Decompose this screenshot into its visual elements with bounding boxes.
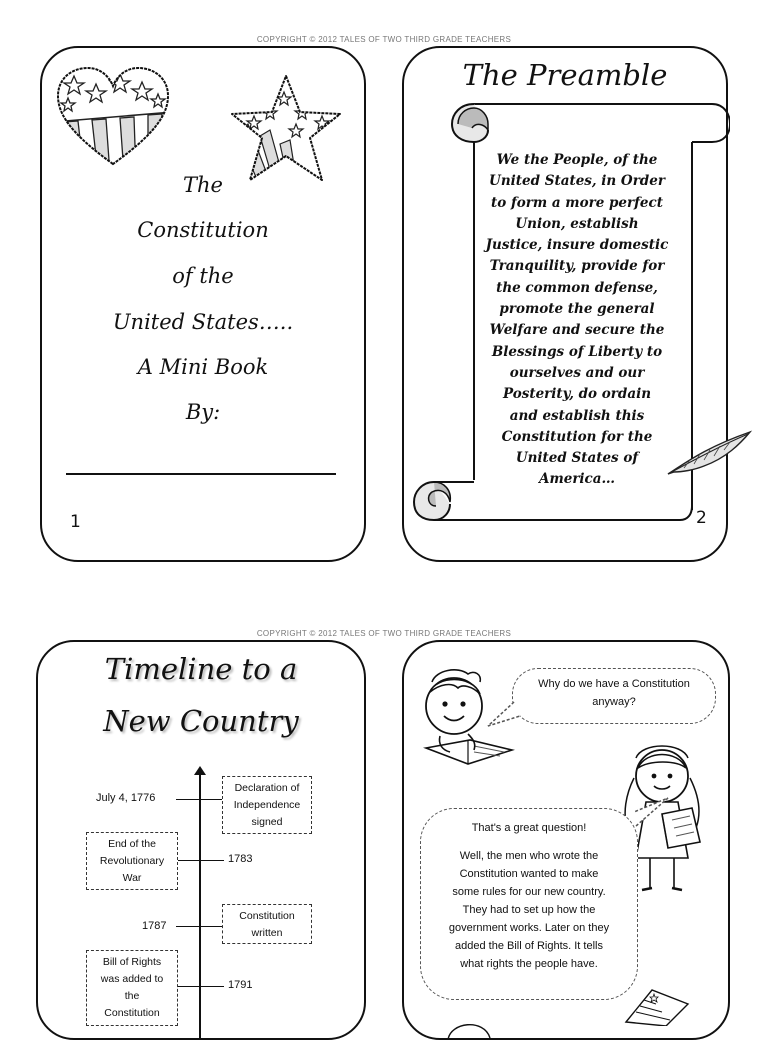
preamble-line: ourselves and our xyxy=(509,364,645,381)
answer-text: some rules for our new country. xyxy=(452,886,606,898)
answer-text: what rights the people have. xyxy=(460,958,598,970)
preamble-title: The Preamble xyxy=(462,58,668,92)
event-text: War xyxy=(122,872,142,884)
cover-title-line: The xyxy=(183,173,223,197)
timeline-date: July 4, 1776 xyxy=(96,792,156,804)
preamble-line: Constitution for the xyxy=(501,428,653,445)
event-text: Constitution xyxy=(104,1007,160,1019)
dialogue-panel xyxy=(402,640,730,1040)
timeline-title-line2: New Country xyxy=(103,704,299,738)
cover-title-line: United States….. xyxy=(112,310,294,334)
author-name-line xyxy=(66,473,336,475)
answer-text: They had to set up how the xyxy=(462,904,596,916)
timeline-date: 1787 xyxy=(142,920,167,932)
cover-author-label: By: xyxy=(185,400,221,424)
answer-text: Well, the men who wrote the xyxy=(459,850,599,862)
timeline-panel xyxy=(36,640,366,1040)
timeline-date: 1783 xyxy=(228,853,253,865)
cover-title-line: Constitution xyxy=(137,218,269,242)
event-text: Bill of Rights xyxy=(102,956,162,968)
preamble-line: promote the general xyxy=(499,301,655,318)
event-text: End of the xyxy=(108,838,156,850)
timeline-event-box xyxy=(86,950,178,1026)
timeline-event-box xyxy=(222,904,312,944)
question-bubble xyxy=(512,668,716,724)
preamble-line: Tranquility, provide for xyxy=(489,258,665,275)
preamble-line: United States, in Order xyxy=(489,173,665,190)
preamble-line: America… xyxy=(538,471,616,488)
timeline-tick xyxy=(176,799,222,800)
timeline-event-box xyxy=(222,776,312,834)
event-text: Revolutionary xyxy=(99,855,165,867)
event-text: signed xyxy=(251,816,283,828)
event-text: Declaration of xyxy=(234,782,300,794)
event-text: Constitution xyxy=(239,910,295,922)
preamble-line: Welfare and secure the xyxy=(489,322,665,339)
event-text: was added to xyxy=(100,973,164,985)
flag-icon xyxy=(622,986,692,1026)
timeline-tick xyxy=(178,860,224,861)
preamble-line: Union, establish xyxy=(515,215,639,232)
cover-title-line: of the xyxy=(172,264,234,288)
timeline-arrow-icon xyxy=(194,766,206,775)
event-text: the xyxy=(124,990,140,1002)
preamble-line: United States of xyxy=(515,450,639,467)
preamble-line: and establish this xyxy=(509,407,645,424)
copyright-top: COPYRIGHT © 2012 TALES OF TWO THIRD GRADE TEACHERS xyxy=(256,35,512,44)
copyright-bottom: COPYRIGHT © 2012 TALES OF TWO THIRD GRADE TEACHERS xyxy=(256,629,512,638)
heart-flag-icon xyxy=(54,64,172,172)
quill-icon xyxy=(664,428,754,478)
timeline-tick xyxy=(178,986,224,987)
preamble-line: the common defense, xyxy=(496,279,658,296)
preamble-text xyxy=(464,150,690,491)
answer-text: added the Bill of Rights. It tells xyxy=(455,940,603,952)
preamble-line: We the People, of the xyxy=(496,152,658,168)
preamble-line: Justice, insure domestic xyxy=(485,237,669,254)
preamble-line: to form a more perfect xyxy=(491,194,663,211)
page-number: 1 xyxy=(70,512,81,532)
answer-text: Constitution wanted to make xyxy=(459,868,599,880)
question-text: anyway? xyxy=(592,696,636,708)
timeline-event-box xyxy=(86,832,178,890)
answer-intro-text: That's a great question! xyxy=(471,822,587,834)
timeline-axis xyxy=(199,770,201,1040)
cover-title-line: A Mini Book xyxy=(137,355,269,379)
answer-bubble xyxy=(420,808,638,1000)
decorative-circle-icon xyxy=(444,1012,494,1040)
bubble-tail xyxy=(632,792,672,832)
event-text: Independence xyxy=(233,799,301,811)
answer-text: government works. Later on they xyxy=(448,922,610,934)
preamble-line: Blessings of Liberty to xyxy=(491,343,663,360)
event-text: written xyxy=(251,927,283,939)
timeline-tick xyxy=(176,926,222,927)
page-number: 2 xyxy=(696,508,707,528)
preamble-panel xyxy=(402,46,728,562)
preamble-line: Posterity, do ordain xyxy=(502,386,652,403)
cover-panel xyxy=(40,46,366,562)
timeline-date: 1791 xyxy=(228,979,253,991)
question-text: Why do we have a Constitution xyxy=(538,678,690,690)
bubble-tail xyxy=(484,700,524,730)
timeline-title-line1: Timeline to a xyxy=(104,652,298,686)
